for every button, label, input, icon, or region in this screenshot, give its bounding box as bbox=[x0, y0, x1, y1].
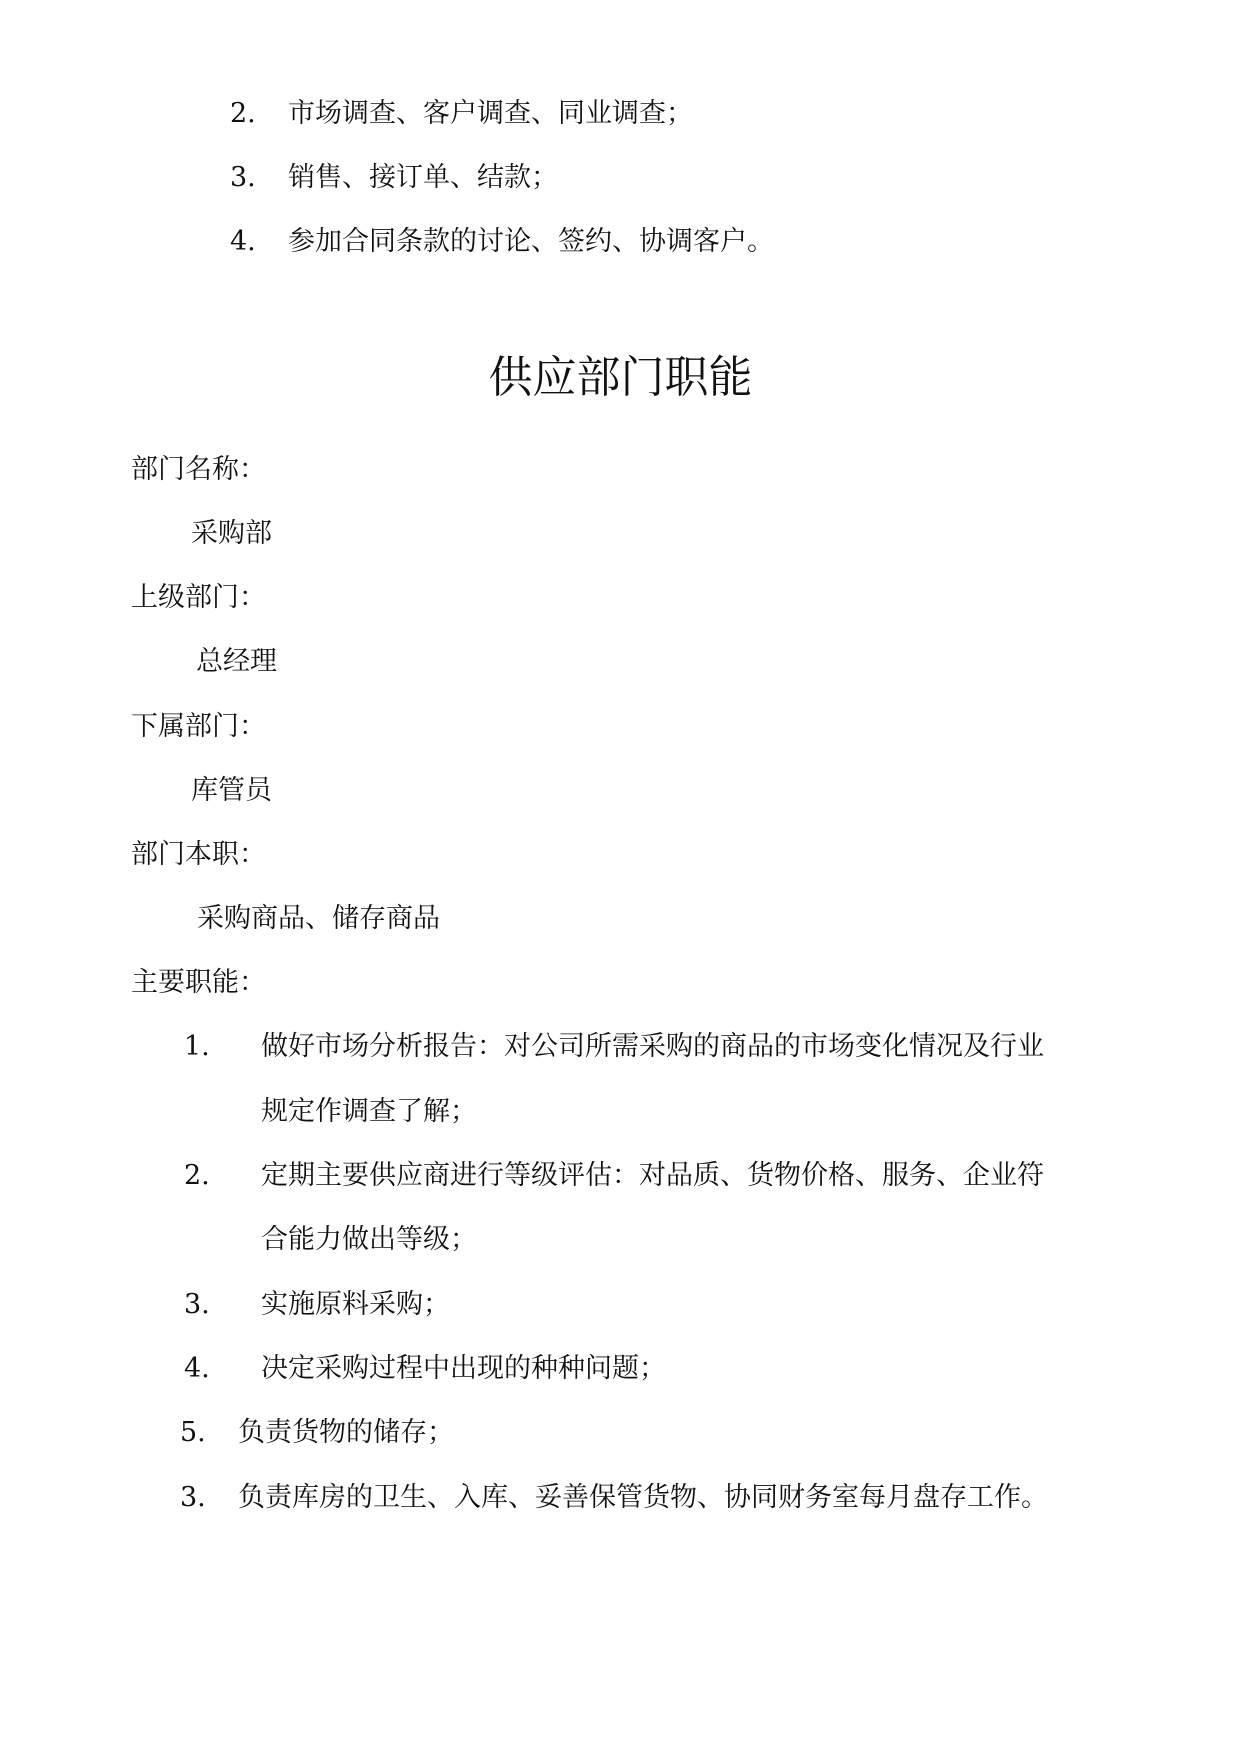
subordinate-label: 下属部门： bbox=[131, 711, 266, 742]
list-item: 决定采购过程中出现的种种问题； bbox=[261, 1353, 666, 1384]
list-item: 实施原料采购； bbox=[261, 1289, 450, 1320]
list-number: 3. bbox=[230, 162, 256, 193]
list-item-continuation: 规定作调查了解； bbox=[261, 1096, 477, 1127]
list-item: 负责货物的储存； bbox=[238, 1417, 454, 1448]
duty-label: 部门本职： bbox=[131, 839, 266, 870]
list-item: 销售、接订单、结款； bbox=[288, 162, 558, 193]
superior-value: 总经理 bbox=[196, 646, 277, 677]
list-item: 市场调查、客户调查、同业调查； bbox=[288, 98, 693, 129]
dept-name-label: 部门名称： bbox=[131, 454, 266, 485]
list-number: 2. bbox=[230, 98, 256, 129]
list-number: 1. bbox=[184, 1031, 210, 1062]
list-item: 负责库房的卫生、入库、妥善保管货物、协同财务室每月盘存工作。 bbox=[238, 1482, 1048, 1513]
duty-value: 采购商品、储存商品 bbox=[197, 903, 440, 934]
list-item: 做好市场分析报告：对公司所需采购的商品的市场变化情况及行业 bbox=[261, 1031, 1044, 1062]
list-number: 5. bbox=[180, 1417, 206, 1448]
list-number: 2. bbox=[184, 1160, 210, 1191]
superior-label: 上级部门： bbox=[131, 582, 266, 613]
list-item: 参加合同条款的讨论、签约、协调客户。 bbox=[288, 226, 774, 257]
list-item-continuation: 合能力做出等级； bbox=[261, 1224, 477, 1255]
list-number: 4. bbox=[184, 1353, 210, 1384]
list-number: 4. bbox=[230, 226, 256, 257]
list-number: 3. bbox=[180, 1482, 206, 1513]
page-title: 供应部门职能 bbox=[488, 352, 753, 403]
dept-name-value: 采购部 bbox=[191, 518, 272, 549]
functions-label: 主要职能： bbox=[131, 967, 266, 998]
list-item: 定期主要供应商进行等级评估：对品质、货物价格、服务、企业符 bbox=[261, 1160, 1044, 1191]
list-number: 3. bbox=[184, 1289, 210, 1320]
subordinate-value: 库管员 bbox=[191, 775, 272, 806]
